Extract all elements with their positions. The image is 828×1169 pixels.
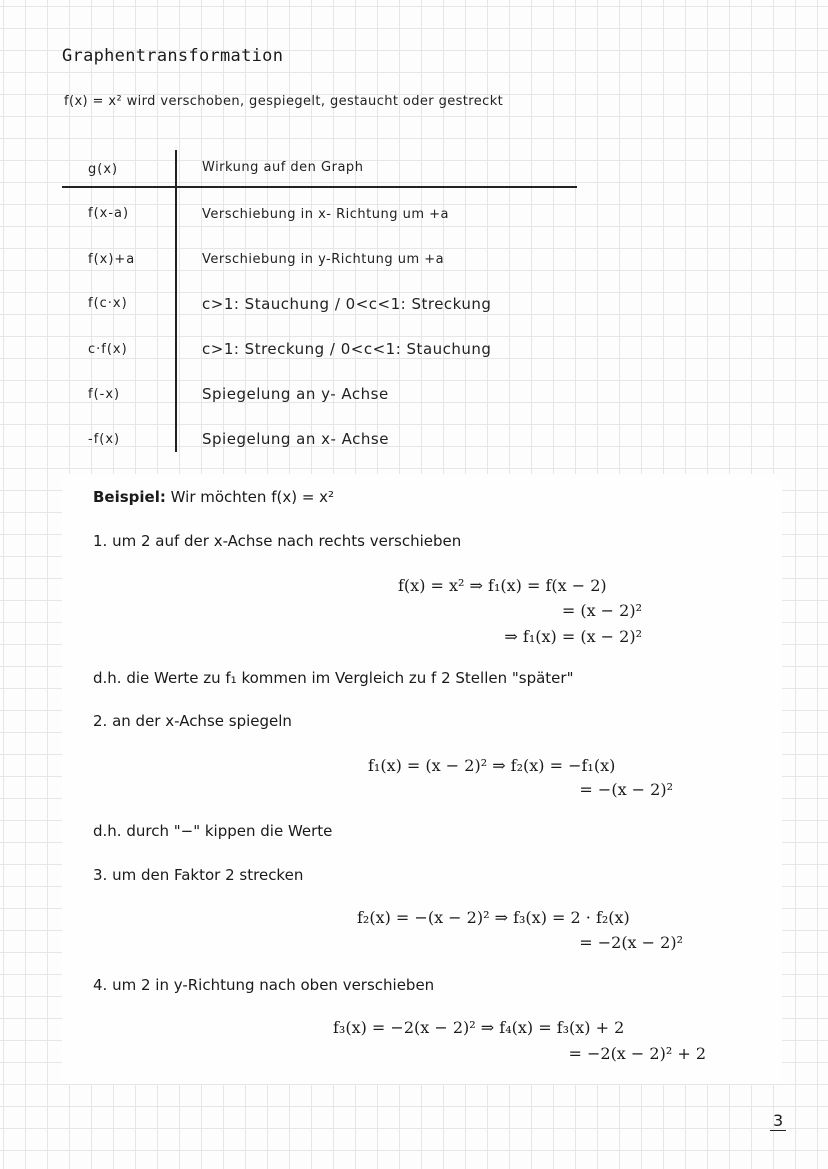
step-2-eq-1: f₁(x) = (x − 2)² ⇒ f₂(x) = −f₁(x) — [368, 756, 616, 775]
step-1-eq-1: f(x) = x² ⇒ f₁(x) = f(x − 2) — [398, 576, 607, 595]
step-3-eq-1: f₂(x) = −(x − 2)² ⇒ f₃(x) = 2 · f₂(x) — [357, 908, 630, 927]
table-row-5-effect: Spiegelung an y- Achse — [202, 385, 389, 403]
table-vertical-divider — [175, 150, 177, 452]
table-row-5-g: f(-x) — [88, 387, 121, 402]
table-row-1-g: f(x-a) — [88, 206, 130, 221]
step-1-eq-2: = (x − 2)² — [561, 601, 642, 620]
table-row-4-g: c·f(x) — [88, 342, 128, 357]
table-row-3-effect: c>1: Stauchung / 0<c<1: Streckung — [202, 295, 492, 313]
table-header-divider — [62, 186, 577, 188]
step-4-eq-1: f₃(x) = −2(x − 2)² ⇒ f₄(x) = f₃(x) + 2 — [333, 1018, 625, 1037]
table-row-2-effect: Verschiebung in y-Richtung um +a — [202, 252, 445, 267]
table-row-6-effect: Spiegelung an x- Achse — [202, 430, 389, 448]
step-1-eq-3: ⇒ f₁(x) = (x − 2)² — [504, 627, 642, 646]
table-row-1-effect: Verschiebung in x- Richtung um +a — [202, 207, 449, 222]
table-header-g: g(x) — [88, 162, 119, 177]
example-intro — [93, 488, 334, 506]
table-header-effect: Wirkung auf den Graph — [202, 160, 364, 175]
step-3-heading: 3. um den Faktor 2 strecken — [93, 866, 304, 884]
page-title: Graphentransformation — [62, 46, 284, 66]
step-1-note: d.h. die Werte zu f₁ kommen im Vergleich zu f 2 Stellen "später" — [93, 669, 574, 687]
step-2-eq-2: = −(x − 2)² — [579, 780, 673, 799]
table-row-4-effect: c>1: Streckung / 0<c<1: Stauchung — [202, 340, 492, 358]
step-3-eq-2: = −2(x − 2)² — [579, 933, 683, 952]
step-2-heading: 2. an der x-Achse spiegeln — [93, 712, 292, 730]
table-row-2-g: f(x)+a — [88, 252, 136, 267]
step-2-note: d.h. durch "−" kippen die Werte — [93, 822, 333, 840]
step-4-heading: 4. um 2 in y-Richtung nach oben verschieben — [93, 976, 435, 994]
page-number: 3 — [770, 1112, 786, 1131]
example-text: Wir möchten f(x) = x² — [170, 488, 335, 506]
table-row-3-g: f(c·x) — [88, 296, 128, 311]
step-1-heading: 1. um 2 auf der x-Achse nach rechts verschieben — [93, 532, 462, 550]
table-row-6-g: -f(x) — [88, 432, 121, 447]
example-label: Beispiel: — [93, 488, 166, 506]
intro-line: f(x) = x² wird verschoben, gespiegelt, gestaucht oder gestreckt — [64, 94, 504, 109]
step-4-eq-2: = −2(x − 2)² + 2 — [568, 1044, 706, 1063]
